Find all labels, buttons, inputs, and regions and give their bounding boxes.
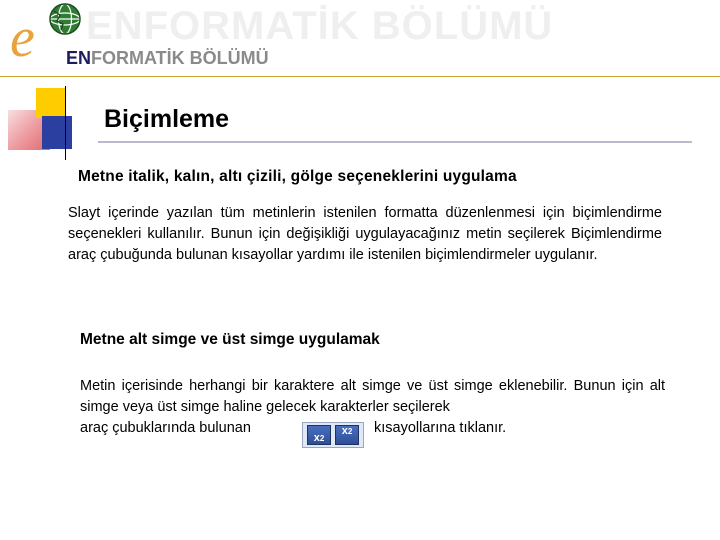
section-2-line-1: Metin içerisinde herhangi bir karaktere alt simge ve üst simge eklenebilir. — [80, 378, 568, 394]
section-2-heading: Metne alt simge ve üst simge uygulamak — [80, 331, 380, 348]
superscript-index: 2 — [347, 427, 353, 436]
section-2-line-3: araç çubuklarında bulunan — [80, 420, 251, 436]
decoration-square-yellow — [36, 88, 66, 118]
title-divider — [98, 141, 692, 143]
brand-suffix: FORMATİK BÖLÜMÜ — [91, 48, 269, 68]
subscript-letter: x — [313, 432, 320, 444]
title-decoration — [8, 88, 88, 160]
section-1-heading: Metne italik, kalın, altı çizili, gölge seçeneklerini uygulama — [78, 168, 517, 185]
slide-header — [0, 0, 720, 76]
section-2-line-2: Bunun için alt simge veya üst simge haline gelecek karakterler seçilerek — [80, 378, 666, 415]
section-2-paragraph — [80, 376, 665, 418]
section-2-line-4: kısayollarına tıklanır. — [374, 420, 507, 436]
decoration-square-blue — [42, 116, 72, 149]
globe-icon — [48, 2, 82, 36]
header-watermark-title: ENFORMATİK BÖLÜMÜ — [86, 4, 554, 48]
superscript-button[interactable] — [335, 425, 359, 445]
section-1-paragraph: Slayt içerinde yazılan tüm metinlerin istenilen formatta düzenlenmesi için biçimlendirme seçenekleri kullanılır. Bunun için değişikliği uygulayacağınız metin seçilerek Biçimlendirme araç çubuğunda bulunan kısayollar yardımı ile istenilen biçimlendirmeler uygulanır. — [68, 205, 662, 263]
superscript-letter: x — [341, 425, 348, 437]
header-divider — [0, 76, 720, 77]
decoration-vertical-line — [65, 86, 66, 160]
logo-e-letter: e — [10, 7, 35, 69]
subscript-index: 2 — [319, 434, 325, 443]
subscript-superscript-toolbar[interactable] — [302, 422, 364, 448]
subscript-button[interactable] — [307, 425, 331, 445]
brand-text — [66, 48, 269, 69]
page-title: Biçimleme — [104, 105, 230, 133]
brand-prefix: EN — [66, 48, 92, 68]
